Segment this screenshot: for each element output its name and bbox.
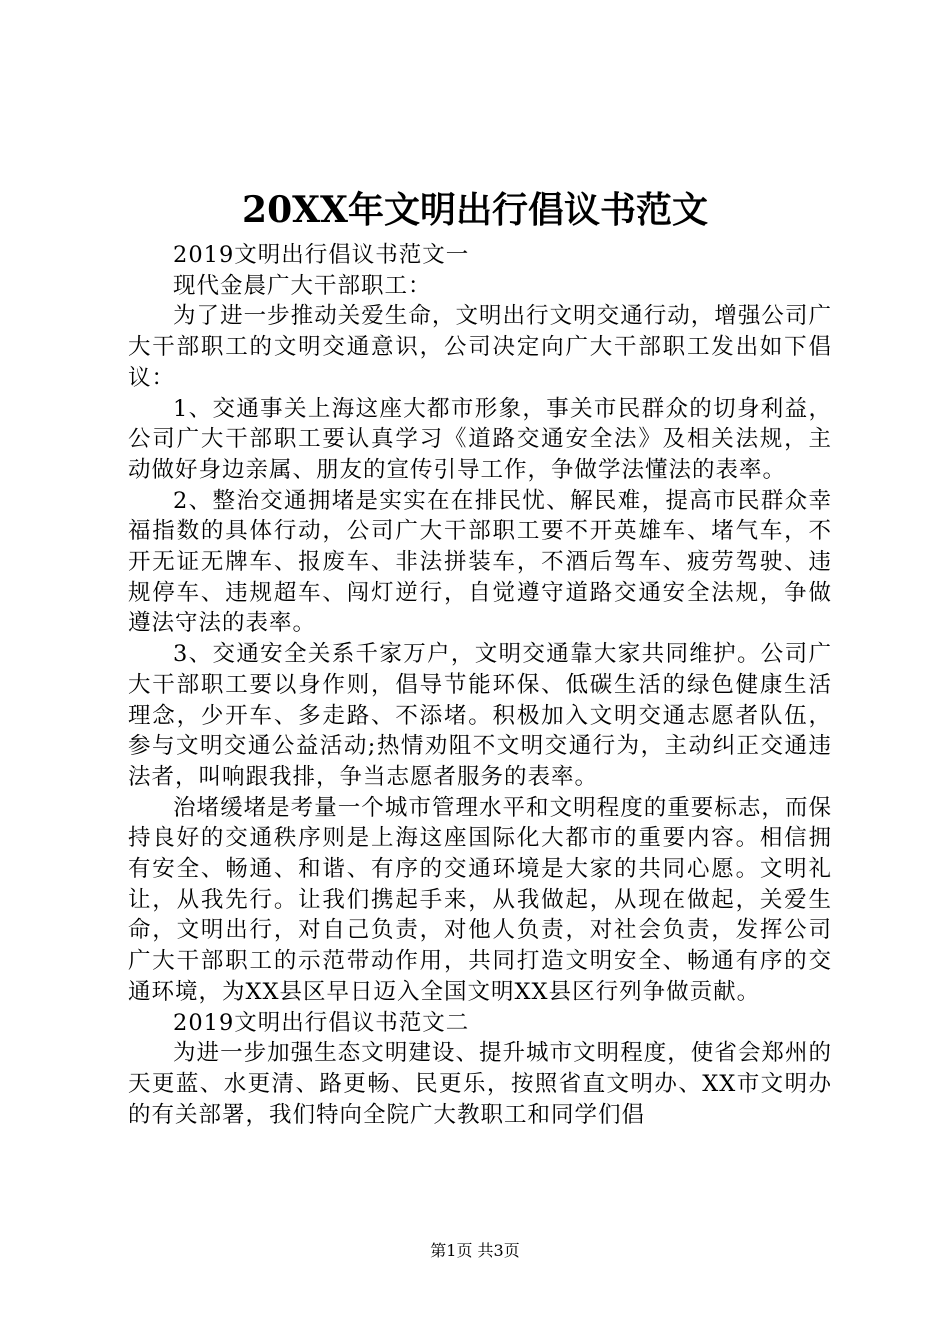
paragraph-item-2: 2、整治交通拥堵是实实在在排民忧、解民难，提高市民群众幸福指数的具体行动，公司广大干部职工要不开英雄车、堵气车，不开无证无牌车、报废车、非法拼装车，不酒后驾车、疲劳驾驶、违规停车、违规超车、闯灯逆行，自觉遵守道路交通安全法规，争做遵法守法的表率。 [128, 487, 832, 637]
document-body [128, 240, 832, 1130]
page-number: 第1页 共3页 [430, 1241, 520, 1260]
section-heading-1: 2019文明出行倡议书范文一 [173, 242, 470, 268]
paragraph-conclusion: 治堵缓堵是考量一个城市管理水平和文明程度的重要标志，而保持良好的交通秩序则是上海这座国际化大都市的重要内容。相信拥有安全、畅通、和谐、有序的交通环境是大家的共同心愿。文明礼让，从我先行。让我们携起手来，从我做起，从现在做起，关爱生命，文明出行，对自己负责，对他人负责，对社会负责，发挥公司广大干部职工的示范带动作用，共同打造文明安全、畅通有序的交通环境，为XX县区早日迈入全国文明XX县区行列争做贡献。 [128, 794, 832, 1005]
paragraph-item-3: 3、交通安全关系千家万户，文明交通靠大家共同维护。公司广大干部职工要以身作则，倡导节能环保、低碳生活的绿色健康生活理念，少开车、多走路、不添堵。积极加入文明交通志愿者队伍，参与文明交通公益活动;热情劝阻不文明交通行为，主动纠正交通违法者，叫响跟我排，争当志愿者服务的表率。 [128, 641, 832, 790]
document-title: 20XX年文明出行倡议书范文 [242, 189, 708, 231]
paragraph-intro: 为了进一步推动关爱生命，文明出行文明交通行动，增强公司广大干部职工的文明交通意识，公司决定向广大干部职工发出如下倡议： [128, 303, 832, 391]
paragraph-section-2-intro: 为进一步加强生态文明建设、提升城市文明程度，使省会郑州的天更蓝、水更清、路更畅、民更乐，按照省直文明办、XX市文明办的有关部署，我们特向全院广大教职工和同学们倡 [128, 1040, 832, 1128]
section-heading-2: 2019文明出行倡议书范文二 [173, 1009, 470, 1036]
salutation: 现代金晨广大干部职工： [173, 272, 432, 299]
paragraph-item-1: 1、交通事关上海这座大都市形象，事关市民群众的切身利益，公司广大干部职工要认真学习《道路交通安全法》及相关法规，主动做好身边亲属、朋友的宣传引导工作，争做学法懂法的表率。 [128, 395, 832, 483]
